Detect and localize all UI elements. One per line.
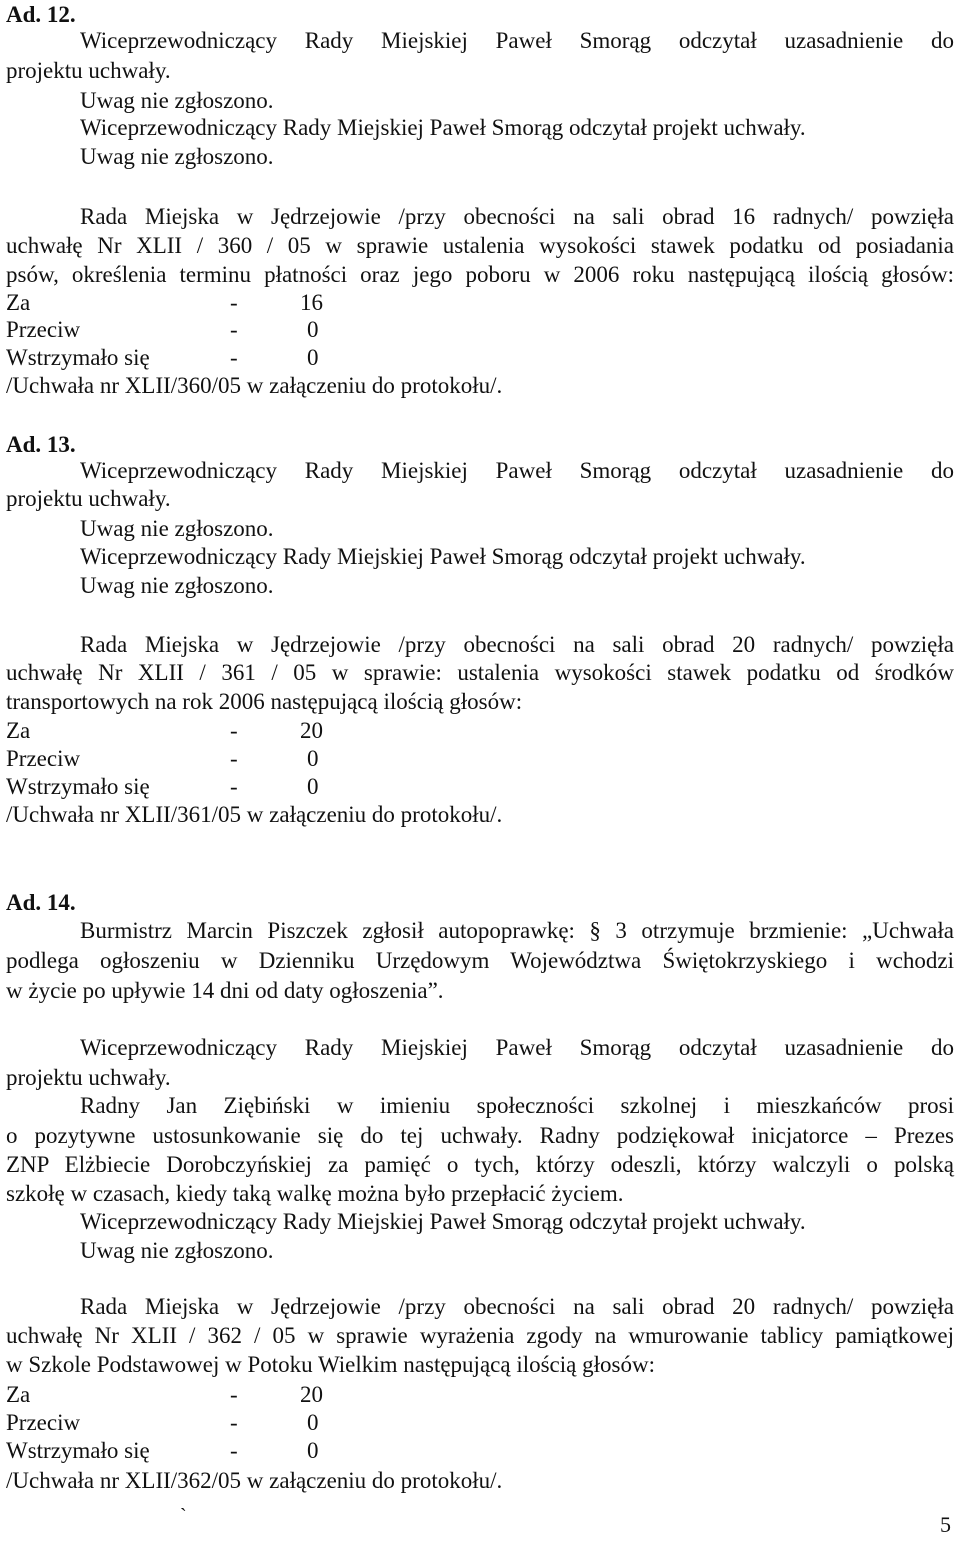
vote-label: Wstrzymało się — [6, 1438, 150, 1463]
vote-dash: - — [230, 1438, 238, 1463]
vote-count: 0 — [307, 746, 319, 771]
paragraph-line: Uwag nie zgłoszono. — [80, 144, 274, 169]
attachment-note: /Uchwała nr XLII/362/05 w załączeniu do protokołu/. — [6, 1468, 503, 1493]
vote-label: Za — [6, 718, 31, 743]
vote-dash: - — [230, 1410, 238, 1435]
vote-count: 16 — [300, 290, 323, 315]
vote-row — [0, 716, 960, 745]
vote-dash: - — [230, 290, 238, 315]
paragraph-line: psów, określenia terminu płatności oraz jego poboru w 2006 roku następującą ilością głosów: — [6, 262, 954, 287]
paragraph-line: Wiceprzewodniczący Rady Miejskiej Paweł Smorąg odczytał uzasadnienie do — [80, 458, 954, 483]
vote-label: Wstrzymało się — [6, 774, 150, 799]
attachment-note: /Uchwała nr XLII/360/05 w załączeniu do protokołu/. — [6, 373, 503, 398]
paragraph-line: Wiceprzewodniczący Rady Miejskiej Paweł Smorąg odczytał uzasadnienie do — [80, 28, 954, 53]
vote-row — [0, 744, 960, 773]
paragraph-line: Wiceprzewodniczący Rady Miejskiej Paweł Smorąg odczytał projekt uchwały. — [80, 1209, 806, 1234]
vote-dash: - — [230, 1382, 238, 1407]
vote-count: 0 — [307, 1410, 319, 1435]
vote-count: 0 — [307, 317, 319, 342]
vote-label: Za — [6, 290, 31, 315]
vote-row — [0, 772, 960, 801]
paragraph-line: podlega ogłoszeniu w Dzienniku Urzędowym Województwa Świętokrzyskiego i wchodzi — [6, 948, 954, 973]
vote-row — [0, 1380, 960, 1409]
stray-mark: ` — [180, 1505, 187, 1527]
paragraph-line: projektu uchwały. — [6, 486, 171, 511]
paragraph-line: Rada Miejska w Jędrzejowie /przy obecności na sali obrad 16 radnych/ powzięła — [80, 204, 954, 229]
paragraph-line: Wiceprzewodniczący Rady Miejskiej Paweł Smorąg odczytał projekt uchwały. — [80, 544, 806, 569]
paragraph-line: transportowych na rok 2006 następującą ilością głosów: — [6, 689, 523, 714]
paragraph-line: w życie po upływie 14 dni od daty ogłoszenia”. — [6, 978, 444, 1003]
paragraph-line: projektu uchwały. — [6, 1065, 171, 1090]
vote-count: 0 — [307, 1438, 319, 1463]
vote-dash: - — [230, 746, 238, 771]
vote-row — [0, 343, 960, 372]
paragraph-line: w Szkole Podstawowej w Potoku Wielkim następującą ilością głosów: — [6, 1352, 655, 1377]
paragraph-line: Rada Miejska w Jędrzejowie /przy obecności na sali obrad 20 radnych/ powzięła — [80, 1294, 954, 1319]
paragraph-line: uchwałę Nr XLII / 360 / 05 w sprawie ustalenia wysokości stawek podatku od posiadania — [6, 233, 954, 258]
vote-row — [0, 315, 960, 344]
paragraph-line: Rada Miejska w Jędrzejowie /przy obecności na sali obrad 20 radnych/ powzięła — [80, 632, 954, 657]
vote-count: 0 — [307, 774, 319, 799]
paragraph-line: Uwag nie zgłoszono. — [80, 88, 274, 113]
section-heading: Ad. 14. — [6, 890, 76, 915]
vote-count: 0 — [307, 345, 319, 370]
paragraph-line: uchwałę Nr XLII / 361 / 05 w sprawie: ustalenia wysokości stawek podatku od środków — [6, 660, 954, 685]
vote-label: Przeciw — [6, 317, 81, 342]
vote-label: Wstrzymało się — [6, 345, 150, 370]
section-heading: Ad. 12. — [6, 2, 76, 27]
paragraph-line: ZNP Elżbiecie Dorobczyńskiej za pamięć o tych, którzy odeszli, którzy walczyli o polską — [6, 1152, 954, 1177]
vote-row — [0, 1408, 960, 1437]
paragraph-line: o pozytywne ustosunkowanie się do tej uchwały. Radny podziękował inicjatorce – Prezes — [6, 1123, 954, 1148]
vote-dash: - — [230, 774, 238, 799]
paragraph-line: Radny Jan Ziębiński w imieniu społeczności szkolnej i mieszkańców prosi — [80, 1093, 954, 1118]
vote-dash: - — [230, 718, 238, 743]
paragraph-line: Burmistrz Marcin Piszczek zgłosił autopoprawkę: § 3 otrzymuje brzmienie: „Uchwała — [80, 918, 954, 943]
vote-dash: - — [230, 345, 238, 370]
vote-label: Przeciw — [6, 1410, 81, 1435]
paragraph-line: Uwag nie zgłoszono. — [80, 1238, 274, 1263]
paragraph-line: uchwałę Nr XLII / 362 / 05 w sprawie wyrażenia zgody na wmurowanie tablicy pamiątkowej — [6, 1323, 954, 1348]
attachment-note: /Uchwała nr XLII/361/05 w załączeniu do protokołu/. — [6, 802, 503, 827]
vote-label: Przeciw — [6, 746, 81, 771]
vote-row — [0, 288, 960, 317]
paragraph-line: Wiceprzewodniczący Rady Miejskiej Paweł Smorąg odczytał uzasadnienie do — [80, 1035, 954, 1060]
paragraph-line: projektu uchwały. — [6, 58, 171, 83]
page-number: 5 — [940, 1512, 951, 1537]
vote-count: 20 — [300, 718, 323, 743]
vote-row — [0, 1436, 960, 1465]
paragraph-line: Wiceprzewodniczący Rady Miejskiej Paweł Smorąg odczytał projekt uchwały. — [80, 115, 806, 140]
section-heading: Ad. 13. — [6, 432, 76, 457]
vote-count: 20 — [300, 1382, 323, 1407]
paragraph-line: Uwag nie zgłoszono. — [80, 516, 274, 541]
paragraph-line: Uwag nie zgłoszono. — [80, 573, 274, 598]
paragraph-line: szkołę w czasach, kiedy taką walkę można było przepłacić życiem. — [6, 1181, 624, 1206]
vote-label: Za — [6, 1382, 31, 1407]
vote-dash: - — [230, 317, 238, 342]
